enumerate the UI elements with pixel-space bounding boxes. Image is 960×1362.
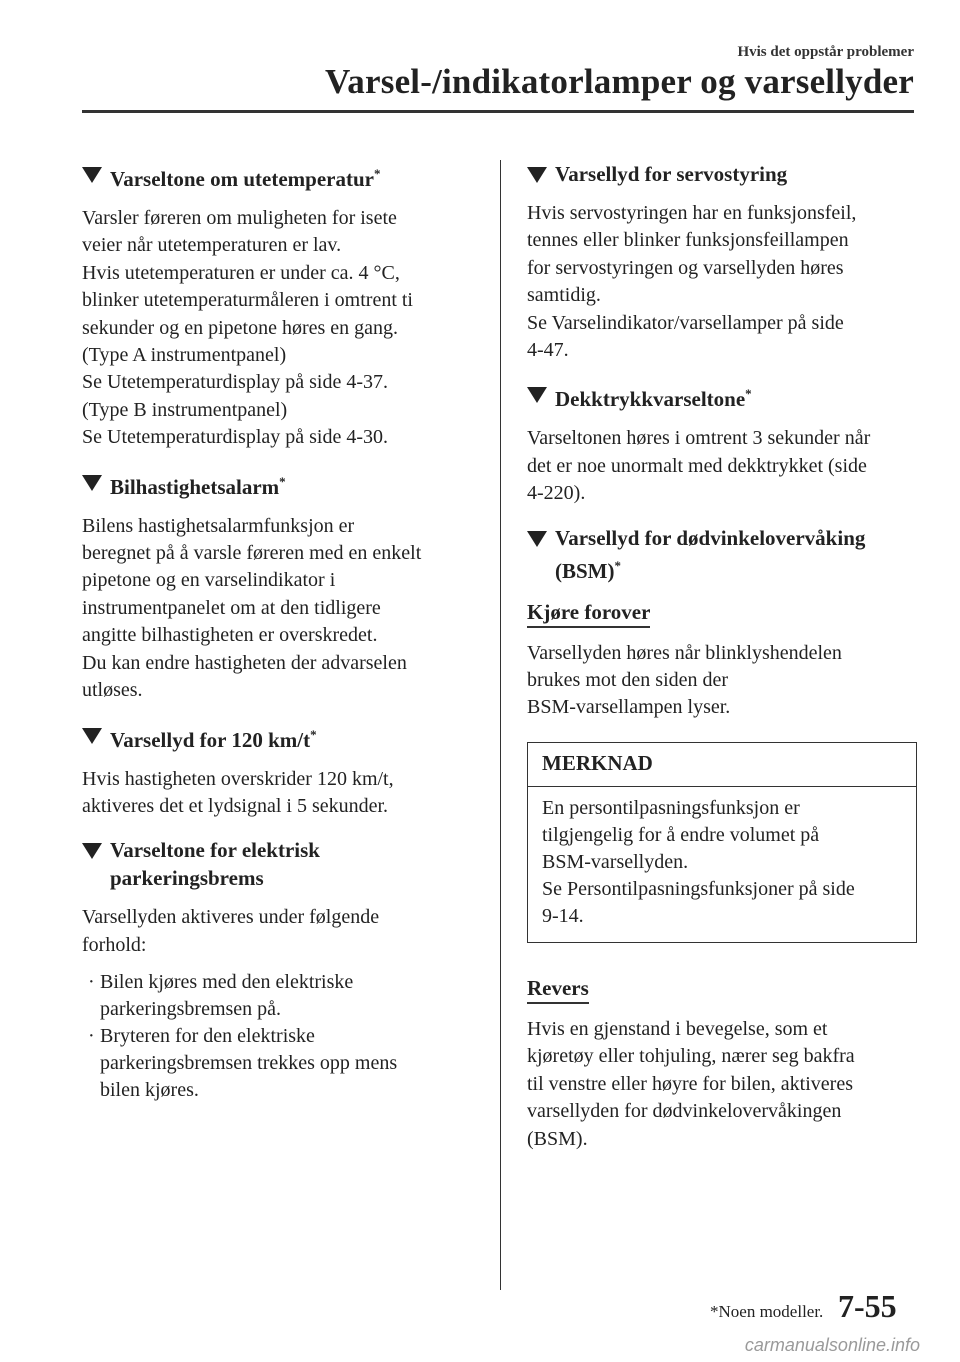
- list-item: · Bilen kjøres med den elektriske parkeringsbremsen på.: [88, 971, 354, 1021]
- header-rule: [82, 110, 914, 113]
- triangle-marker-icon: [527, 167, 547, 183]
- column-divider: [500, 160, 501, 1290]
- left-column: [82, 160, 472, 1120]
- footnote-star: *: [614, 557, 621, 573]
- list-item: · Bryteren for den elektriske parkeringsbremsen trekkes opp mens bilen kjøres.: [88, 1025, 398, 1102]
- footnote-star: *: [279, 473, 286, 489]
- triangle-marker-icon: [82, 843, 102, 859]
- section-heading-outside-temp: Varseltone om utetemperatur*: [82, 160, 472, 193]
- section-body-120kmh: Hvis hastigheten overskrider 120 km/t, aktiveres det et lydsignal i 5 sekunder.: [82, 767, 394, 817]
- triangle-marker-icon: [82, 728, 102, 744]
- section-body-parking-brake: Varsellyden aktiveres under følgende forhold: · Bilen kjøres med den elektriske parkeringsbremsen på. · Bryteren for den elektriske parkeringsbremsen trekkes opp mens bilen kjøres.: [82, 904, 472, 1104]
- bullet-dot-icon: ·: [88, 971, 95, 994]
- triangle-marker-icon: [527, 387, 547, 403]
- note-body: En persontilpasningsfunksjon er tilgjengelig for å endre volumet på BSM-varsellyden. Se Persontilpasningsfunksjoner på side 9-14.: [542, 796, 855, 927]
- section-heading-bsm: Varsellyd for dødvinkelovervåking (BSM)*: [527, 524, 917, 585]
- triangle-marker-icon: [82, 475, 102, 491]
- page-number: 7-55: [838, 1288, 897, 1324]
- section-body-speed-alarm: Bilens hastighetsalarmfunksjon er beregnet på å varsle føreren med en enkelt pipetone og en varselindikator i instrumentpanelet om at den tidligere angitte bilhastigheten er overskredet. Du kan endre hastigheten der advarselen utløses.: [82, 514, 422, 702]
- bullet-dot-icon: ·: [88, 1025, 95, 1048]
- note-box: [527, 742, 917, 943]
- section-body-tire-pressure: Varseltonen høres i omtrent 3 sekunder når det er noe unormalt med dekktrykket (side 4-220).: [527, 427, 871, 505]
- footnote-star: *: [374, 166, 381, 181]
- triangle-marker-icon: [527, 531, 547, 547]
- subsection-body-forward: Varsellyden høres når blinklyshendelen brukes mot den siden der BSM-varsellampen lyser.: [527, 641, 842, 719]
- footnote-star: *: [745, 386, 752, 402]
- section-heading-speed-alarm: Bilhastighetsalarm*: [82, 468, 472, 501]
- subheading-reverse: Revers: [527, 975, 589, 1004]
- footnote-star: *: [310, 726, 317, 742]
- running-header-section: Hvis det oppstår problemer: [737, 44, 914, 60]
- right-column: [527, 160, 917, 1153]
- note-title: MERKNAD: [528, 743, 916, 787]
- section-body-power-steering: Hvis servostyringen har en funksjonsfeil, tennes eller blinker funksjonsfeillampen for servostyringen og varsellyden høres samtidig. Se Varselindikator/varsellamper på side 4-47.: [527, 202, 857, 362]
- triangle-marker-icon: [82, 167, 102, 183]
- page-title: Varsel-/indikatorlamper og varsellyder: [325, 62, 914, 101]
- section-heading-120kmh: Varsellyd for 120 km/t*: [82, 721, 472, 754]
- watermark-text: carmanualsonline.info: [744, 1335, 920, 1355]
- section-heading-power-steering: Varsellyd for servostyring: [527, 160, 917, 188]
- footnote-text: *Noen modeller.: [710, 1302, 824, 1321]
- section-heading-tire-pressure: Dekktrykkvarseltone*: [527, 380, 917, 413]
- subsection-body-reverse: Hvis en gjenstand i bevegelse, som et kjøretøy eller tohjuling, nærer seg bakfra til venstre eller høyre for bilen, aktiveres varsellyden for dødvinkelovervåkingen (BSM).: [527, 1017, 855, 1150]
- section-heading-parking-brake: Varseltone for elektrisk parkeringsbrems: [82, 836, 472, 892]
- subheading-forward: Kjøre forover: [527, 599, 650, 628]
- section-body-outside-temp: Varsler føreren om muligheten for isete veier når utetemperaturen er lav. Hvis utetemperaturen er under ca. 4 °C, blinker utetemperaturmåleren i omtrent ti sekunder og en pipetone høres en gang. (Type A instrumentpanel) Se Utetemperaturdisplay på side 4-37. (Type B instrumentpanel) Se Utetemperaturdisplay på side 4-30.: [82, 207, 413, 449]
